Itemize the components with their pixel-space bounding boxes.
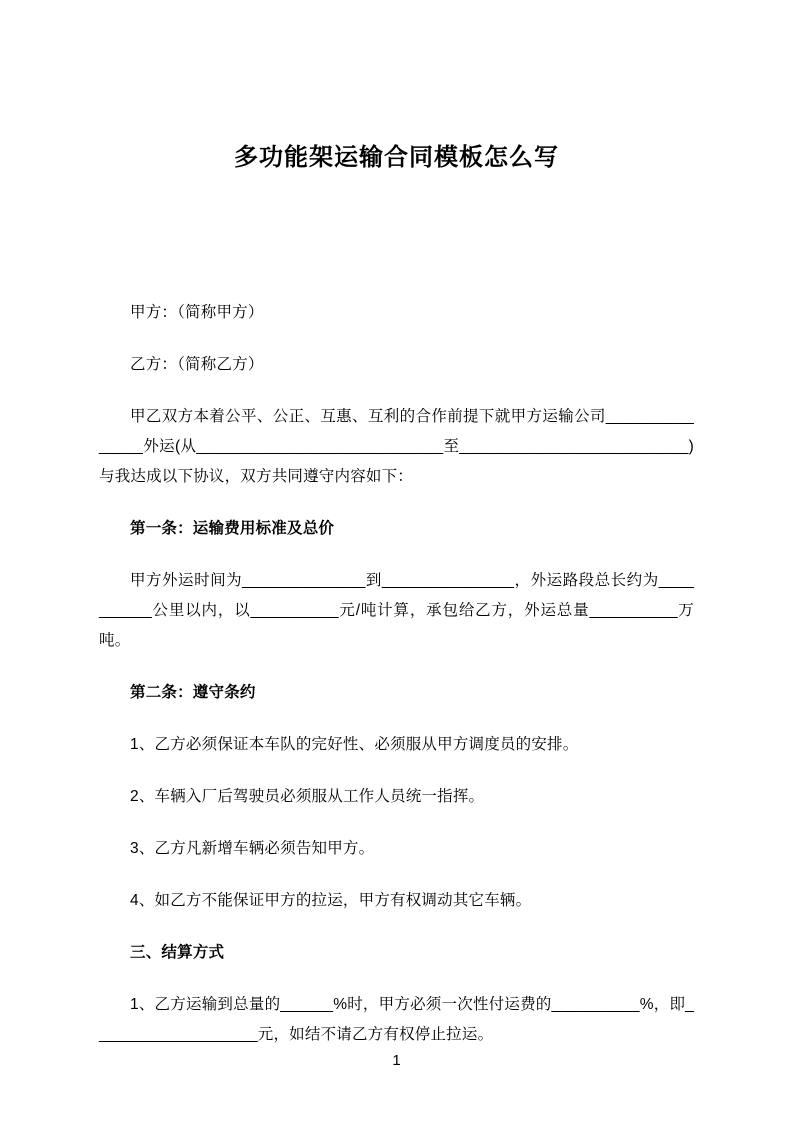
clause-item-4: 4、如乙方不能保证甲方的拉运，甲方有权调动其它车辆。 <box>130 892 532 909</box>
paragraph-party-a: 甲方：（简称甲方） <box>130 304 264 321</box>
heading-article-3: 三、结算方式 <box>130 944 225 961</box>
clause-item-2: 2、车辆入厂后驾驶员必须服从工作人员统一指挥。 <box>130 788 485 805</box>
paragraph-party-b: 乙方：（简称乙方） <box>130 356 264 373</box>
heading-article-1: 第一条：运输费用标准及总价 <box>130 520 335 537</box>
paragraph-article-3-body: 1、乙方运输到总量的______%时，甲方必须一次性付运费的__________%，即___________________元，如结不请乙方有权停止拉运。 <box>99 996 694 1043</box>
page-number: 1 <box>392 1052 401 1069</box>
heading-article-2: 第二条：遵守条约 <box>130 684 256 701</box>
clause-item-3: 3、乙方凡新增车辆必须告知甲方。 <box>130 840 375 857</box>
paragraph-article-1-body: 甲方外运时间为______________到_______________，外运路段总长约为__________公里以内，以__________元/吨计算，承包给乙方，外运总量__________万吨。 <box>99 572 694 649</box>
document-title: 多功能架运输合同模板怎么写 <box>234 144 559 171</box>
clause-item-1: 1、乙方必须保证本车队的完好性、必须服从甲方调度员的安排。 <box>130 736 579 753</box>
paragraph-preamble: 甲乙双方本着公平、公正、互惠、互利的合作前提下就甲方运输公司_______________外运(从____________________________至__________________________)与我达成以下协议，双方共同遵守内容如下： <box>99 408 694 485</box>
